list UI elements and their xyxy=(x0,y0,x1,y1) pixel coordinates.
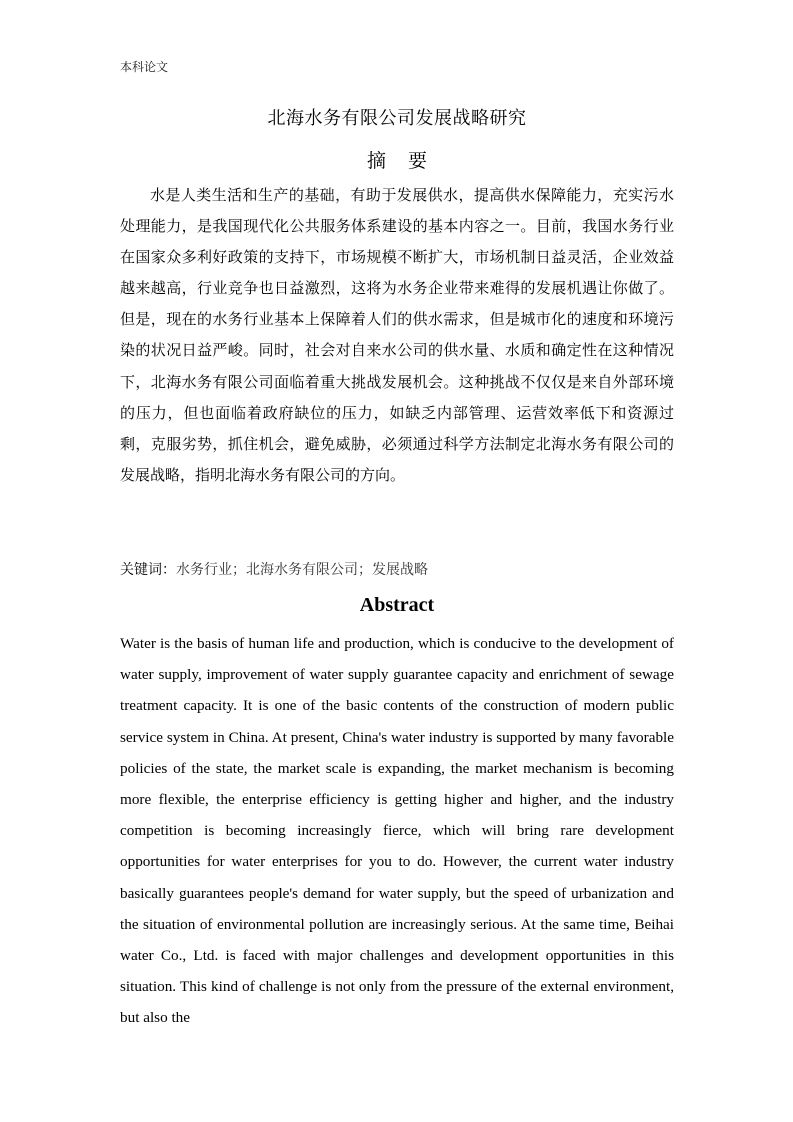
english-abstract-body: Water is the basis of human life and production, which is conducive to the development of water supply, improvement of water supply guarantee capacity and enrichment of sewage treatment capacity. It is one of the basic contents of the construction of modern public service system in China. At present, China's water industry is supported by many favorable policies of the state, the market scale is expanding, the market mechanism is becoming more flexible, the enterprise efficiency is getting higher and higher, and the industry competition is becoming increasingly fierce, which will bring rare development opportunities for water enterprises for you to do. However, the current water industry basically guarantees people's demand for water supply, but the speed of urbanization and the situation of environmental pollution are increasingly serious. At the same time, Beihai water Co., Ltd. is faced with major challenges and development opportunities in this situation. This kind of challenge is not only from the pressure of the external environment, but also the xyxy=(120,635,674,1027)
chinese-abstract-heading: 摘 要 xyxy=(366,150,436,172)
keywords-label: 关键词： xyxy=(120,562,176,578)
running-header: 本科论文 xyxy=(120,60,169,74)
english-abstract-heading: Abstract xyxy=(359,594,435,616)
document-title: 北海水务有限公司发展战略研究 xyxy=(267,108,527,129)
keywords-line xyxy=(120,559,674,579)
keywords-value: 水务行业；北海水务有限公司；发展战略 xyxy=(176,562,428,578)
chinese-abstract-body: 水是人类生活和生产的基础，有助于发展供水，提高供水保障能力，充实污水处理能力，是我国现代化公共服务体系建设的基本内容之一。目前，我国水务行业在国家众多利好政策的支持下，市场规模不断扩大，市场机制日益灵活，企业效益越来越高，行业竞争也日益激烈，这将为水务企业带来难得的发展机遇让你做了。但是，现在的水务行业基本上保障着人们的供水需求，但是城市化的速度和环境污染的状况日益严峻。同时，社会对自来水公司的供水量、水质和确定性在这种情况下，北海水务有限公司面临着重大挑战发展机会。这种挑战不仅仅是来自外部环境的压力，但也面临着政府缺位的压力，如缺乏内部管理、运营效率低下和资源过剩，克服劣势，抓住机会，避免威胁，必须通过科学方法制定北海水务有限公司的发展战略，指明北海水务有限公司的方向。 xyxy=(120,186,674,484)
